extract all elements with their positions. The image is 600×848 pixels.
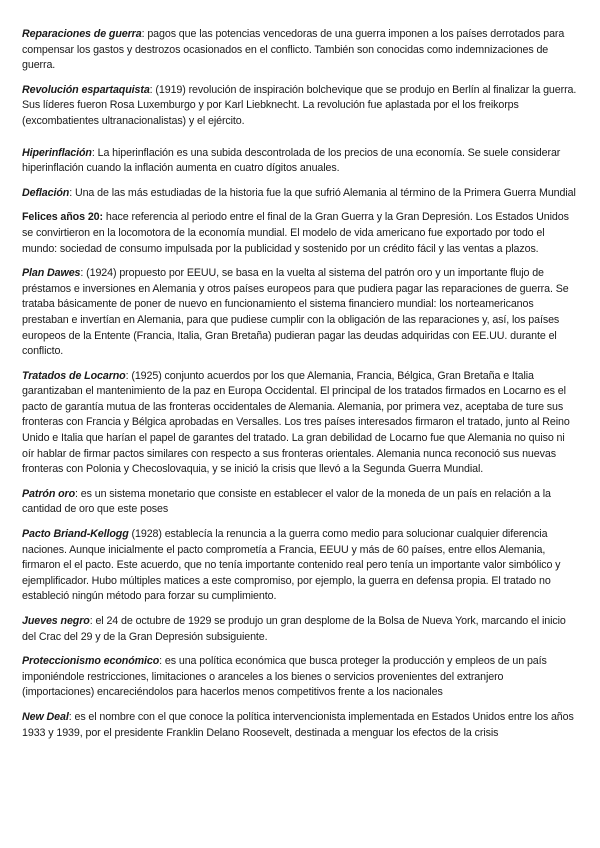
term-separator: :: [149, 83, 153, 96]
definition: hace referencia al periodo entre el final de la Gran Guerra y la Gran Depresión. Los Estados Unidos se convirtieron en la locomotora de la economía mundial. El modelo de vida americano fue exportado por todo el mundo: sociedad de consumo impulsada por la publicidad y sostenido por un crédito fácil y las ventas a plazos.: [22, 211, 569, 255]
entry-deflacion: [22, 186, 578, 202]
term-separator: :: [89, 615, 93, 627]
term: Pacto Briand-Kellogg: [22, 528, 129, 541]
definition: Una de las más estudiadas de la historia fue la que sufrió Alemania al término de la Primera Guerra Mundial: [72, 186, 576, 199]
definition: es una política económica que busca proteger la producción y empleos de un país imponiéndole restricciones, limitaciones o aranceles a los bienes o servicios provenientes del extranjero (importaciones) encareciéndolos para hacerlos menos competitivos frente a los nacionales: [22, 655, 547, 699]
entry-plan-dawes: [22, 266, 578, 360]
term: Jueves negro: [22, 615, 90, 627]
entry-pacto-briand-kellogg: [22, 527, 578, 605]
definition: pagos que las potencias vencedoras de una guerra imponen a los países derrotados para compensar los gastos y destrozos ocasionados en el conflicto. También son conocidas como indemnizaciones de guerra.: [22, 28, 565, 72]
term: Plan Dawes: [22, 267, 81, 280]
term-separator: :: [68, 710, 72, 723]
term: Revolución espartaquista: [22, 83, 150, 96]
definition: (1928) establecía la renuncia a la guerra como medio para solucionar cualquier diferencia naciones. Aunque inicialmente el pacto comprometía a Francia, EEUU y más de 60 países, entre ellos Alemania, firmaron el el pacto. Este acuerdo, que no tenía importante contenido real pero tenía un importante valor simbólico y ejemplificador. Hubo múltiples matices a este compromiso, por ejemplo, la guerra en defensa propia. El tratado no estableció ningún método para forzar su cumplimiento.: [22, 528, 561, 603]
glossary-page: [22, 27, 578, 750]
definition: (1919) revolución de inspiración bolchevique que se produjo en Berlín al finalizar la guerra. Sus líderes fueron Rosa Luxemburgo y por Karl Liebknecht. La revolución fue aplastada por el los freikorps (excombatientes ultranacionalistas) y el ejército.: [22, 83, 577, 127]
entry-felices-anos-20: [22, 210, 578, 257]
term: Hiperinflación: [22, 146, 92, 159]
term-separator: :: [141, 28, 145, 40]
definition: el 24 de octubre de 1929 se produjo un gran desplome de la Bolsa de Nueva York, marcando el inicio del Crac del 29 y de la Gran Depresión subsiguiente.: [22, 615, 566, 643]
term: Proteccionismo económico: [22, 655, 160, 668]
term-separator: :: [80, 267, 84, 280]
entry-tratados-de-locarno: [22, 369, 578, 478]
term-separator: :: [159, 655, 163, 668]
term-separator: :: [69, 186, 73, 199]
definition: (1925) conjunto acuerdos por los que Alemania, Francia, Bélgica, Gran Bretaña e Italia garantizaban el mantenimiento de la paz en Europa Occidental. El principal de los tratados firmados en Locarno es el pacto de garantía mutua de las fronteras occidentales de Alemania. Alemania, por primera vez, aceptaba de ture sus fronteras con Francia y Bélgica aprobadas en Versalles. Los tres países interesados firmaron el tratado, junto al Reino Unido e Italia que harían el papel de garantes del tratado. La gran debilidad de Locarno fue que Alemania no quiso ni oír hablar de firmar pactos similares con respecto a sus fronteras orientales. Alemania nunca reconoció sus nuevas fronteras con Polonia y Checoslovaquia, y se inició la crisis que llevó a la Segunda Guerra Mundial.: [22, 369, 570, 476]
term: Deflación: [22, 186, 70, 199]
definition: es el nombre con el que conoce la política intervencionista implementada en Estados Unidos entre los años 1933 y 1939, por el presidente Franklin Delano Roosevelt, destinada a menguar los efectos de la crisis: [22, 710, 574, 739]
entry-hiperinflacion: [22, 146, 578, 177]
term: Felices años 20: [22, 211, 100, 224]
term: Tratados de Locarno: [22, 369, 126, 382]
entry-patron-oro: [22, 487, 578, 518]
term: New Deal: [22, 710, 69, 723]
term-separator: :: [91, 146, 95, 159]
term: Reparaciones de guerra: [22, 28, 142, 40]
definition: La hiperinflación es una subida descontrolada de los precios de una economía. Se suele considerar hiperinflación cuando la inflación aumenta en cuatro dígitos anuales.: [22, 146, 561, 175]
entry-proteccionismo-economico: [22, 654, 578, 701]
entry-revolucion-espartaquista: [22, 83, 578, 130]
term-separator: :: [125, 369, 129, 382]
term-separator: :: [75, 487, 78, 500]
term-separator: :: [99, 211, 103, 224]
entry-reparaciones-de-guerra: [22, 27, 578, 74]
entry-new-deal: [22, 710, 578, 741]
entry-jueves-negro: [22, 614, 578, 645]
definition: es un sistema monetario que consiste en establecer el valor de la moneda de un país en relación a la cantidad de oro que este poses: [22, 487, 551, 516]
definition: (1924) propuesto por EEUU, se basa en la vuelta al sistema del patrón oro y un importante flujo de préstamos e inversiones en Alemania y otros países europeos para que pudiera pagar las reparaciones de guerra. Se trataba básicamente de poner de nuevo en funcionamiento el sistema financiero mundial: los norteamericanos prestaban e invertían en Alemania, para que pudiese cumplir con la obligación de las reparaciones y, así, los países europeos de la Entente (Francia, Italia, Gran Bretaña) pudieran pagar las deudas adquiridas con EE.UU. durante el conflicto.: [22, 267, 569, 358]
term: Patrón oro: [22, 487, 76, 500]
